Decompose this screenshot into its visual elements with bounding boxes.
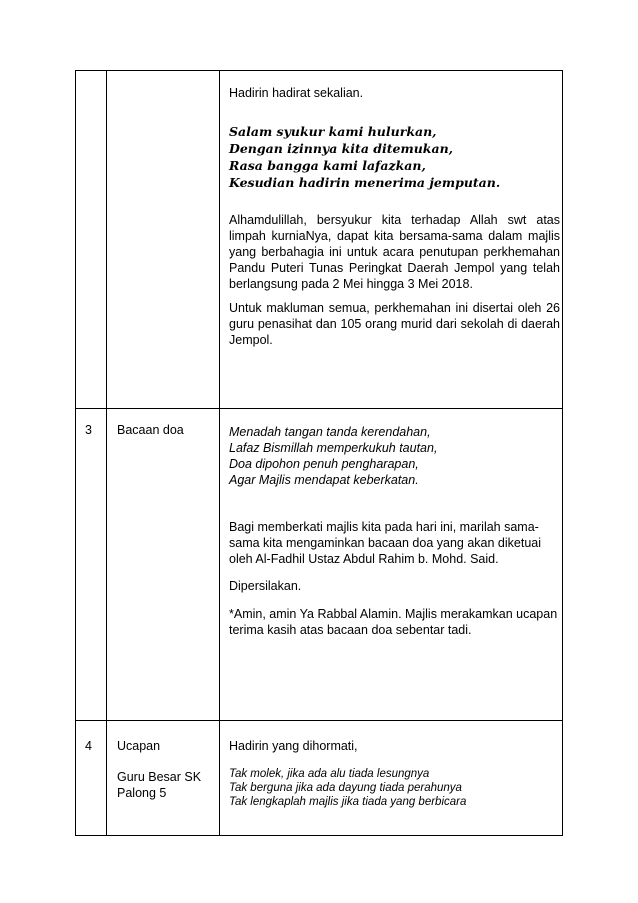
poem-line: Doa dipohon penuh pengharapan, bbox=[229, 457, 419, 471]
thanks-paragraph: *Amin, amin Ya Rabbal Alamin. Majlis merakamkan ucapan terima kasih atas bacaan doa sebentar tadi. bbox=[229, 607, 558, 637]
poem-line: Tak berguna jika ada dayung tiada perahunya bbox=[229, 782, 462, 794]
poem-line: Lafaz Bismillah memperkukuh tautan, bbox=[229, 441, 438, 455]
participants-paragraph: Untuk makluman semua, perkhemahan ini disertai oleh 26 guru penasihat dan 105 orang murid dari sekolah di daerah Jempol. bbox=[229, 301, 560, 347]
row-divider-2 bbox=[76, 720, 562, 721]
poem-line: Rasa bangga kami lafazkan, bbox=[229, 158, 426, 173]
poem-line: Agar Majlis mendapat keberkatan. bbox=[229, 473, 419, 487]
row-item: Bacaan doa bbox=[117, 423, 184, 437]
invitation-text: Dipersilakan. bbox=[229, 579, 302, 593]
row-number: 4 bbox=[85, 739, 92, 753]
poem-line: Tak molek, jika ada alu tiada lesungnya bbox=[229, 768, 430, 780]
opening-greeting: Hadirin hadirat sekalian. bbox=[229, 86, 364, 100]
prayer-invitation-paragraph: Bagi memberkati majlis kita pada hari ini, marilah sama-sama kita mengaminkan bacaan doa yang akan diketuai oleh Al-Fadhil Ustaz Abdul Rahim b. Mohd. Said. bbox=[229, 520, 542, 566]
script-table bbox=[75, 70, 563, 836]
poem-line: Kesudian hadirin menerima jemputan. bbox=[229, 175, 501, 190]
welcome-poem bbox=[229, 123, 559, 191]
poem-line: Salam syukur kami hulurkan, bbox=[229, 124, 437, 139]
row-number: 3 bbox=[85, 423, 92, 437]
gratitude-paragraph: Alhamdulillah, bersyukur kita terhadap Allah swt atas limpah kurniaNya, dapat kita bersama-sama dalam majlis yang berbahagia ini untuk acara penutupan perkhemahan Pandu Puteri Tunas Peringkat Daerah Jempol yang telah berlangsung pada 2 Mei hingga 3 Mei 2018. bbox=[229, 213, 560, 291]
row-subitem: Guru Besar SK Palong 5 bbox=[117, 770, 202, 800]
prayer-poem bbox=[229, 424, 559, 488]
poem-line: Tak lengkaplah majlis jika tiada yang berbicara bbox=[229, 796, 467, 808]
poem-line: Dengan izinnya kita ditemukan, bbox=[229, 141, 454, 156]
opening-greeting: Hadirin yang dihormati, bbox=[229, 739, 358, 753]
poem-line: Menadah tangan tanda kerendahan, bbox=[229, 425, 431, 439]
row-item: Ucapan bbox=[117, 739, 161, 753]
speech-poem bbox=[229, 767, 559, 809]
row-divider-1 bbox=[76, 408, 562, 409]
